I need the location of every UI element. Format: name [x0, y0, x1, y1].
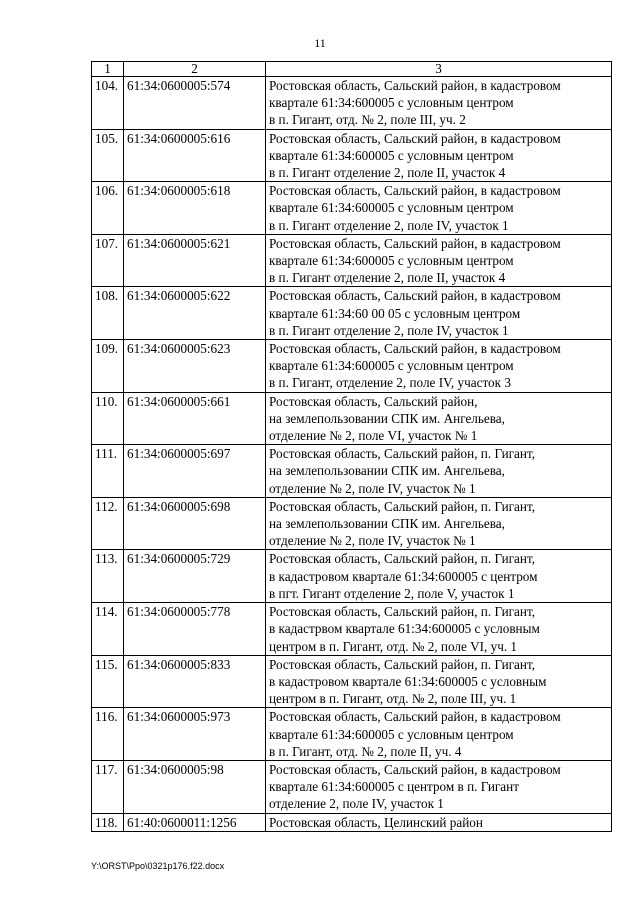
location-line: в п. Гигант, отделение 2, поле IV, участок 3: [269, 375, 511, 391]
location-line: Ростовская область, Сальский район, п. Гигант,: [269, 656, 536, 672]
table-row: [92, 445, 612, 498]
location-line: Ростовская область, Сальский район, п. Гигант,: [269, 604, 536, 620]
column-header-2: 2: [124, 62, 266, 77]
table-row: [92, 234, 612, 287]
cadastral-number: 61:34:0600005:623: [124, 340, 266, 393]
location-line: Ростовская область, Сальский район, в кадастровом: [269, 78, 561, 93]
row-number: 108.: [92, 287, 124, 340]
location-line: отделение 2, поле IV, участок 1: [269, 796, 444, 812]
column-header-3: 3: [266, 62, 612, 77]
location-description: [266, 392, 612, 445]
table-row: [92, 813, 612, 831]
location-line: Ростовская область, Сальский район, п. Гигант,: [269, 446, 536, 462]
location-description: [266, 445, 612, 498]
location-line: центром в п. Гигант, отд. № 2, поле III, уч. 1: [269, 691, 517, 707]
row-number: 111.: [92, 445, 124, 498]
file-path-footer: Y:\ORST\Ppo\0321p176.f22.docx: [91, 861, 225, 871]
location-description: [266, 287, 612, 340]
row-number: 114.: [92, 603, 124, 656]
location-line: Ростовская область, Сальский район, в кадастровом: [269, 341, 561, 357]
row-number: 112.: [92, 497, 124, 550]
cadastral-table: [91, 61, 612, 832]
row-number: 104.: [92, 77, 124, 130]
cadastral-number: 61:34:0600005:574: [124, 77, 266, 130]
cadastral-number: 61:34:0600005:616: [124, 129, 266, 182]
location-line: квартале 61:34:600005 с условным центром: [269, 726, 514, 742]
location-line: Ростовская область, Сальский район, в кадастровом: [269, 183, 561, 199]
location-line: в п. Гигант, отд. № 2, поле III, уч. 2: [269, 112, 466, 128]
row-number: 110.: [92, 392, 124, 445]
location-line: центром в п. Гигант, отд. № 2, поле VI, уч. 1: [269, 638, 518, 654]
cadastral-number: 61:34:0600005:697: [124, 445, 266, 498]
table-row: [92, 392, 612, 445]
cadastral-number: 61:34:0600005:729: [124, 550, 266, 603]
cadastral-number: 61:34:0600005:833: [124, 655, 266, 708]
cadastral-number: 61:34:0600005:98: [124, 760, 266, 813]
location-description: [266, 813, 612, 831]
cadastral-number: 61:34:0600005:973: [124, 708, 266, 761]
table-row: [92, 129, 612, 182]
table-header-row: [92, 62, 612, 77]
location-line: отделение № 2, поле IV, участок № 1: [269, 533, 476, 549]
cadastral-number: 61:34:0600005:622: [124, 287, 266, 340]
location-line: Ростовская область, Сальский район, в кадастровом: [269, 130, 561, 146]
location-line: квартале 61:34:600005 с центром в п. Гигант: [269, 779, 519, 795]
location-line: Ростовская область, Целинский район: [269, 814, 483, 830]
location-line: в п. Гигант отделение 2, поле II, участок 4: [269, 270, 506, 286]
location-line: Ростовская область, Сальский район, в кадастровом: [269, 761, 561, 777]
location-line: на землепользовании СПК им. Ангельева,: [269, 463, 505, 479]
table-row: [92, 182, 612, 235]
location-line: Ростовская область, Сальский район,: [269, 393, 478, 409]
location-line: отделение № 2, поле VI, участок № 1: [269, 428, 478, 444]
table-row: [92, 655, 612, 708]
cadastral-number: 61:34:0600005:661: [124, 392, 266, 445]
location-line: в п. Гигант отделение 2, поле IV, участок 1: [269, 322, 509, 338]
location-line: квартале 61:34:600005 с условным центром: [269, 147, 514, 163]
location-description: [266, 655, 612, 708]
location-line: квартале 61:34:600005 с условным центром: [269, 358, 514, 374]
location-line: Ростовская область, Сальский район, в кадастровом: [269, 288, 561, 304]
location-line: в кадастровом квартале 61:34:600005 с условным: [269, 673, 547, 689]
table-row: [92, 340, 612, 393]
row-number: 107.: [92, 234, 124, 287]
row-number: 106.: [92, 182, 124, 235]
location-line: на землепользовании СПК им. Ангельева,: [269, 410, 505, 426]
column-header-1: 1: [92, 62, 124, 77]
location-description: [266, 708, 612, 761]
location-description: [266, 603, 612, 656]
location-line: в кадастрвом квартале 61:34:600005 с условным: [269, 621, 540, 637]
location-description: [266, 234, 612, 287]
location-line: в п. Гигант отделение 2, поле IV, участок 1: [269, 217, 509, 233]
row-number: 115.: [92, 655, 124, 708]
location-description: [266, 129, 612, 182]
table-row: [92, 550, 612, 603]
table-row: [92, 708, 612, 761]
location-line: Ростовская область, Сальский район, в кадастровом: [269, 709, 561, 725]
location-description: [266, 340, 612, 393]
row-number: 116.: [92, 708, 124, 761]
location-line: Ростовская область, Сальский район, в кадастровом: [269, 235, 561, 251]
location-description: [266, 77, 612, 130]
location-line: отделение № 2, поле IV, участок № 1: [269, 480, 476, 496]
location-description: [266, 760, 612, 813]
location-line: Ростовская область, Сальский район, п. Гигант,: [269, 551, 536, 567]
cadastral-number: 61:34:0600005:621: [124, 234, 266, 287]
table-body: [92, 77, 612, 832]
row-number: 109.: [92, 340, 124, 393]
cadastral-number: 61:40:0600011:1256: [124, 813, 266, 831]
location-description: [266, 182, 612, 235]
location-line: в пгт. Гигант отделение 2, поле V, участок 1: [269, 585, 515, 601]
row-number: 113.: [92, 550, 124, 603]
location-line: в п. Гигант, отд. № 2, поле II, уч. 4: [269, 743, 462, 759]
location-description: [266, 550, 612, 603]
location-line: на землепользовании СПК им. Ангельева,: [269, 516, 505, 532]
location-line: квартале 61:34:60 00 05 с условным центром: [269, 305, 521, 321]
page-number: 11: [314, 36, 326, 50]
row-number: 118.: [92, 813, 124, 831]
cadastral-number: 61:34:0600005:618: [124, 182, 266, 235]
table-row: [92, 760, 612, 813]
cadastral-number: 61:34:0600005:778: [124, 603, 266, 656]
cadastral-number: 61:34:0600005:698: [124, 497, 266, 550]
location-line: Ростовская область, Сальский район, п. Гигант,: [269, 498, 536, 514]
location-description: [266, 497, 612, 550]
location-line: квартале 61:34:600005 с условным центром: [269, 200, 514, 216]
location-line: квартале 61:34:600005 с условным центром: [269, 95, 514, 111]
location-line: в п. Гигант отделение 2, поле II, участок 4: [269, 165, 506, 181]
table-row: [92, 77, 612, 130]
row-number: 105.: [92, 129, 124, 182]
table-row: [92, 603, 612, 656]
location-line: в кадастровом квартале 61:34:600005 с центром: [269, 568, 538, 584]
location-line: квартале 61:34:600005 с условным центром: [269, 253, 514, 269]
row-number: 117.: [92, 760, 124, 813]
table-row: [92, 497, 612, 550]
table-row: [92, 287, 612, 340]
